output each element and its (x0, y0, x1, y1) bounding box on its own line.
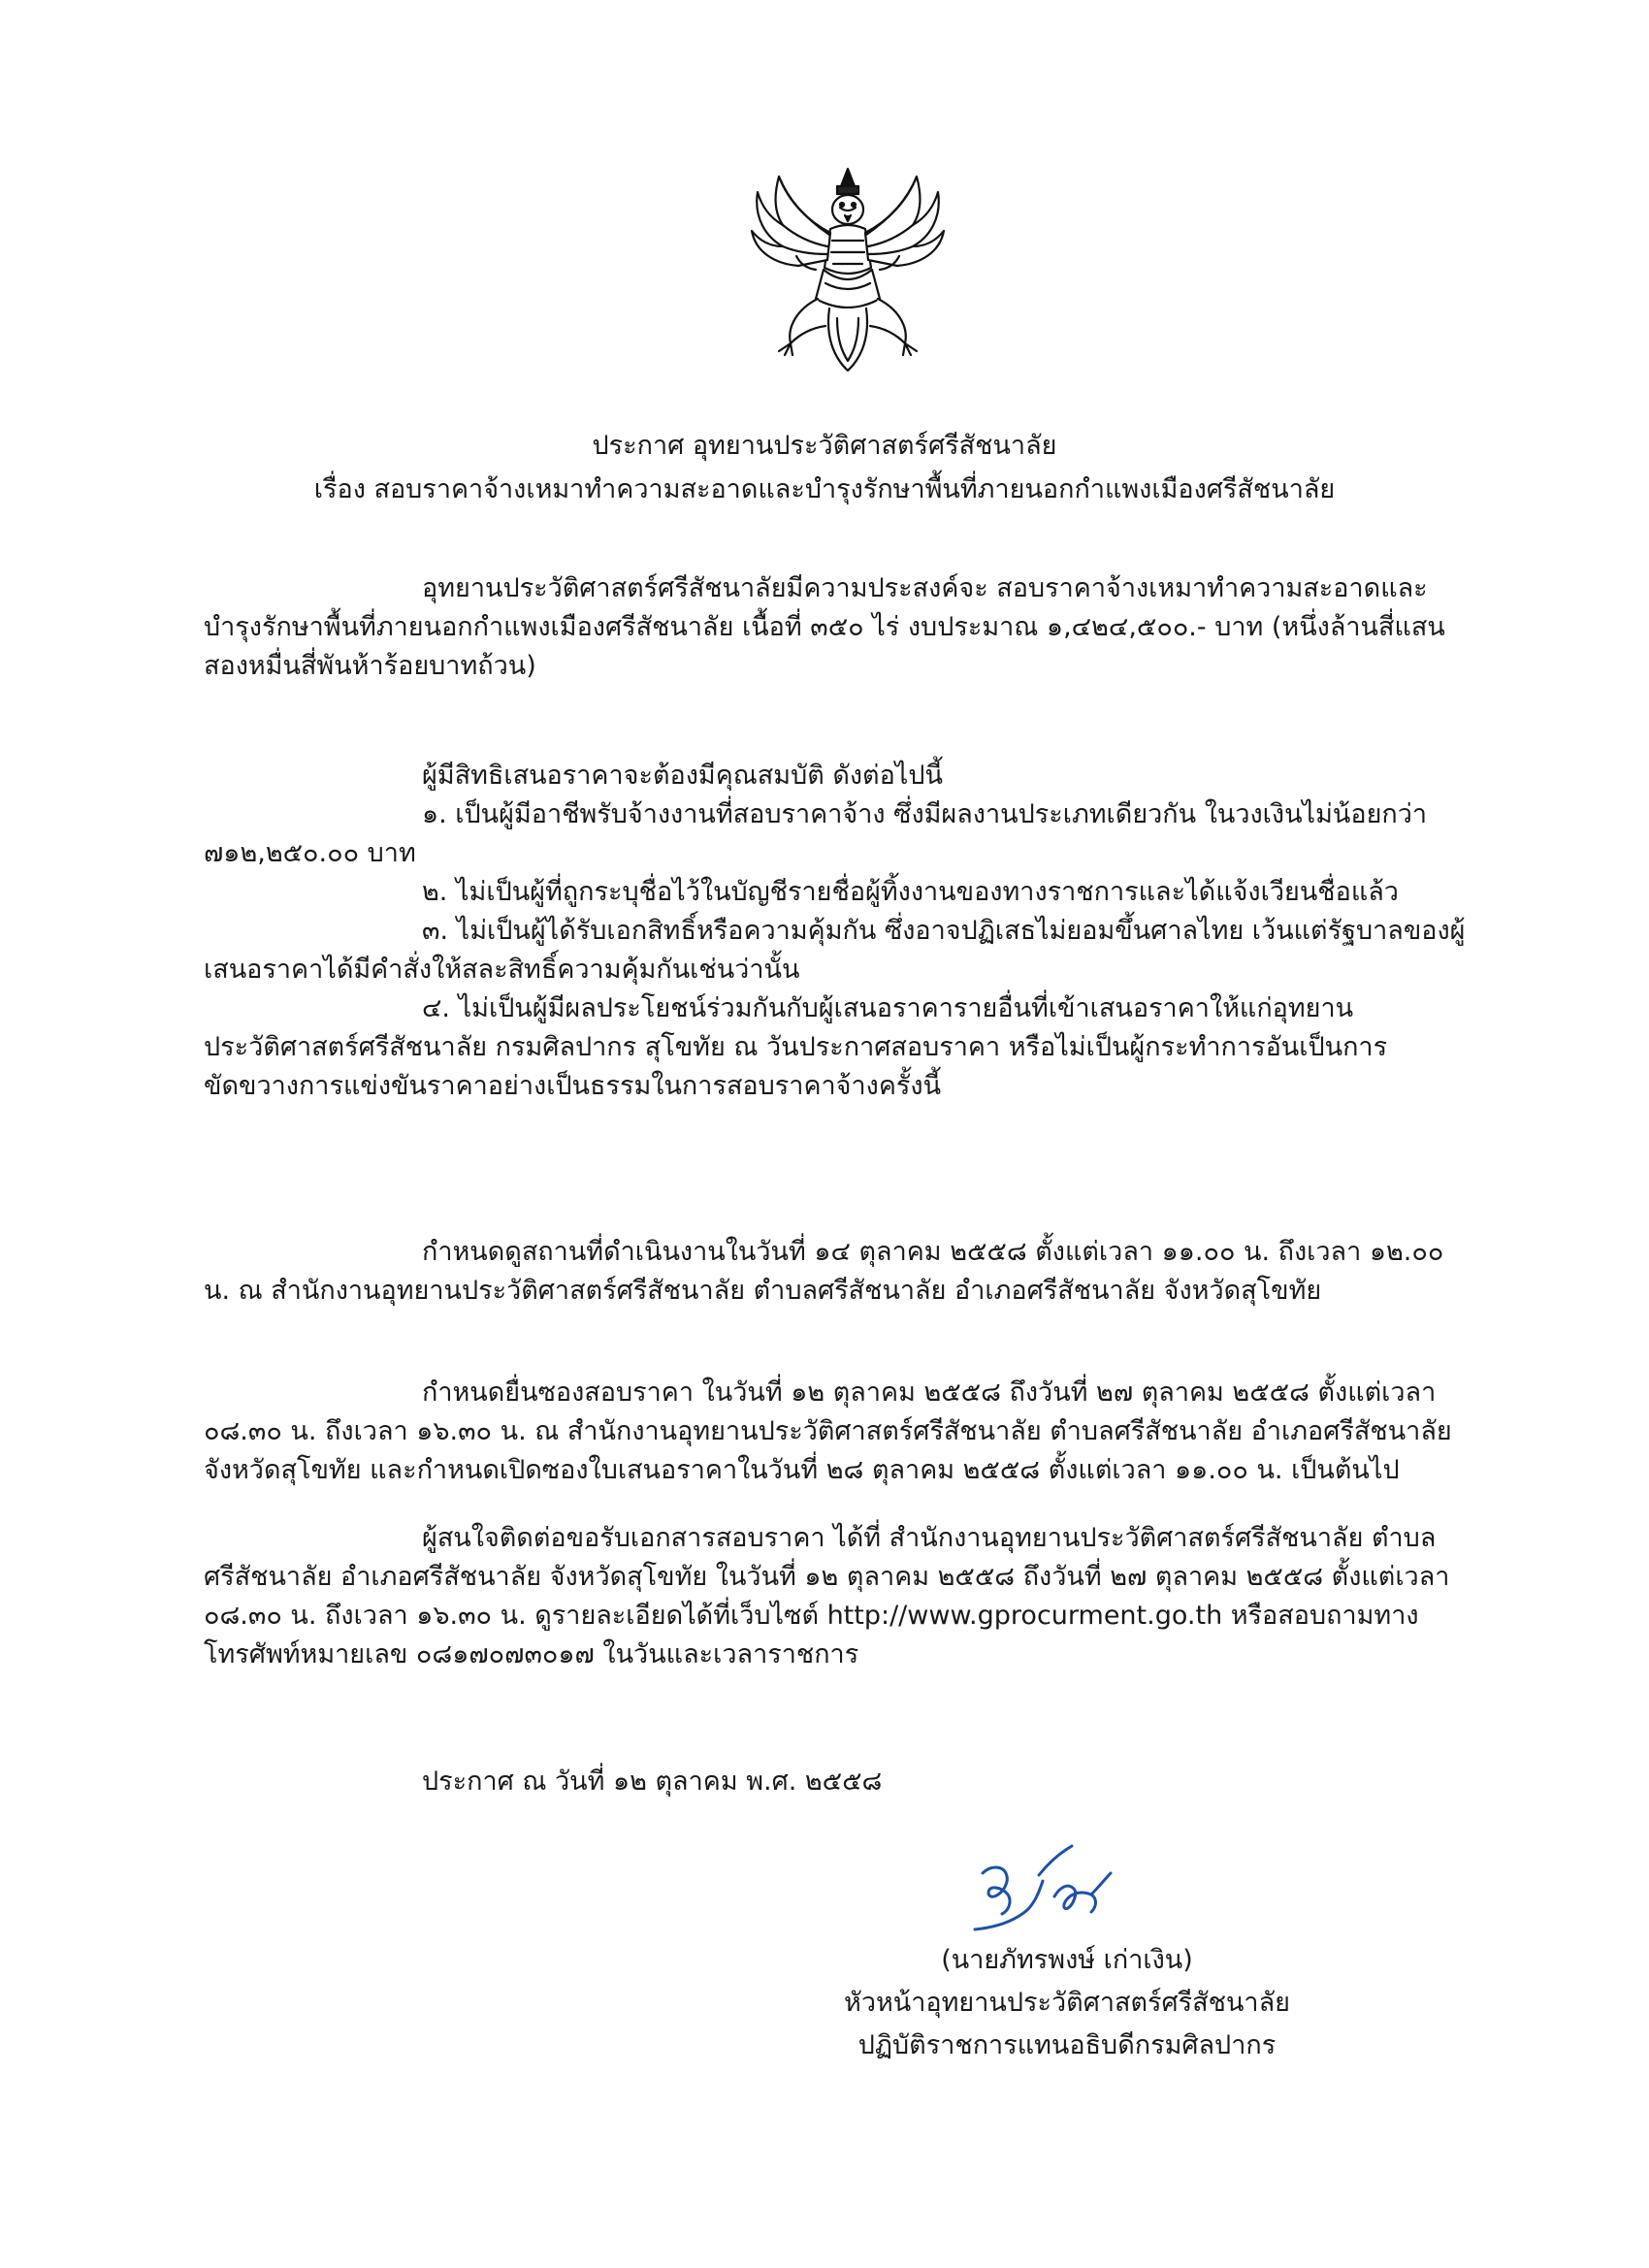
qualifications-section (204, 757, 1474, 1106)
contact-line: โทรศัพท์หมายเลข ๐๘๑๗๐๗๓๐๑๗ ในวันและเวลาราชการ (204, 1639, 859, 1669)
signatory-name: (นายภัทรพงษ์ เก่าเงิน) (941, 1945, 1193, 1975)
site-visit-line: น. ณ สำนักงานอุทยานประวัติศาสตร์ศรีสัชนาลัย ตำบลศรีสัชนาลัย อำเภอศรีสัชนาลัย จังหวัดสุโขทัย (204, 1276, 1322, 1306)
site-visit-line: กำหนดดูสถานที่ดำเนินงานในวันที่ ๑๔ ตุลาคม ๒๕๕๘ ตั้งแต่เวลา ๑๑.๐๐ น. ถึงเวลา ๑๒.๐๐ (422, 1237, 1444, 1267)
signature-block (757, 1939, 1377, 2067)
document-subject: เรื่อง สอบราคาจ้างเหมาทำความสะอาดและบำรุงรักษาพื้นที่ภายนอกกำแพงเมืองศรีสัชนาลัย (313, 474, 1336, 504)
handwritten-signature (946, 1836, 1140, 1943)
contact-line: ศรีสัชนาลัย อำเภอศรีสัชนาลัย จังหวัดสุโขทัย ในวันที่ ๑๒ ตุลาคม ๒๕๕๘ ถึงวันที่ ๒๗ ตุลาคม ๒๕๕๘ ตั้งแต่เวลา (204, 1562, 1450, 1592)
qualification-item-1-cont: ๗๑๒,๒๕๐.๐๐ บาท (204, 838, 416, 868)
submission-line: ๐๘.๓๐ น. ถึงเวลา ๑๖.๓๐ น. ณ สำนักงานอุทยานประวัติศาสตร์ศรีสัชนาลัย ตำบลศรีสัชนาลัย อำเภอศรีสัชนาลัย (204, 1416, 1452, 1446)
announcement-date (204, 1763, 1474, 1801)
submission-paragraph (204, 1374, 1474, 1490)
contact-line: ผู้สนใจติดต่อขอรับเอกสารสอบราคา ได้ที่ สำนักงานอุทยานประวัติศาสตร์ศรีสัชนาลัย ตำบล (422, 1523, 1437, 1553)
qualifications-lead: ผู้มีสิทธิเสนอราคาจะต้องมีคุณสมบัติ ดังต่อไปนี้ (422, 761, 943, 791)
qualification-item-1: ๑. เป็นผู้มีอาชีพรับจ้างงานที่สอบราคาจ้าง ซึ่งมีผลงานประเภทเดียวกัน ในวงเงินไม่น้อยกว่า (422, 799, 1428, 829)
garuda-emblem-icon (740, 163, 955, 378)
intro-paragraph (204, 569, 1474, 686)
qualification-item-3-cont: เสนอราคาได้มีคำสั่งให้สละสิทธิ์ความคุ้มกันเช่นว่านั้น (204, 955, 800, 985)
signatory-position: หัวหน้าอุทยานประวัติศาสตร์ศรีสัชนาลัย (844, 1988, 1290, 2018)
qualification-item-4: ๔. ไม่เป็นผู้มีผลประโยชน์ร่วมกันกับผู้เสนอราคารายอื่นที่เข้าเสนอราคาให้แก่อุทยาน (422, 993, 1354, 1023)
qualification-item-2: ๒. ไม่เป็นผู้ที่ถูกระบุชื่อไว้ในบัญชีรายชื่อผู้ทิ้งงานของทางราชการและได้แจ้งเวียนชื่อแล้ว (422, 877, 1399, 907)
announcement-date-text: ประกาศ ณ วันที่ ๑๒ ตุลาคม พ.ศ. ๒๕๕๘ (422, 1766, 883, 1797)
site-visit-paragraph (204, 1233, 1474, 1311)
submission-line: กำหนดยื่นซองสอบราคา ในวันที่ ๑๒ ตุลาคม ๒๕๕๘ ถึงวันที่ ๒๗ ตุลาคม ๒๕๕๘ ตั้งแต่เวลา (422, 1377, 1437, 1408)
intro-line: บำรุงรักษาพื้นที่ภายนอกกำแพงเมืองศรีสัชนาลัย เนื้อที่ ๓๕๐ ไร่ งบประมาณ ๑,๔๒๔,๕๐๐.- บาท (หนึ่งล้านสี่แสน (204, 612, 1445, 642)
qualification-item-4-cont: ขัดขวางการแข่งขันราคาอย่างเป็นธรรมในการสอบราคาจ้างครั้งนี้ (204, 1071, 942, 1101)
intro-line: อุทยานประวัติศาสตร์ศรีสัชนาลัยมีความประสงค์จะ สอบราคาจ้างเหมาทำความสะอาดและ (422, 573, 1428, 603)
signatory-acting-for: ปฏิบัติราชการแทนอธิบดีกรมศิลปากร (857, 2030, 1277, 2060)
contact-line: ๐๘.๓๐ น. ถึงเวลา ๑๖.๓๐ น. ดูรายละเอียดได้ที่เว็บไซต์ http://www.gprocurment.go.th หรือสอบถามทาง (204, 1601, 1419, 1631)
document-title: ประกาศ อุทยานประวัติศาสตร์ศรีสัชนาลัย (592, 431, 1057, 461)
qualification-item-4-cont: ประวัติศาสตร์ศรีสัชนาลัย กรมศิลปากร สุโขทัย ณ วันประกาศสอบราคา หรือไม่เป็นผู้กระทำการอันเป็นการ (204, 1032, 1388, 1062)
qualification-item-3: ๓. ไม่เป็นผู้ได้รับเอกสิทธิ์หรือความคุ้มกัน ซึ่งอาจปฏิเสธไม่ยอมขึ้นศาลไทย เว้นแต่รัฐบาลของผู้ (422, 916, 1466, 946)
intro-line: สองหมื่นสี่พันห้าร้อยบาทถ้วน) (204, 651, 536, 681)
contact-paragraph (204, 1519, 1474, 1674)
submission-line: จังหวัดสุโขทัย และกำหนดเปิดซองใบเสนอราคาในวันที่ ๒๘ ตุลาคม ๒๕๕๘ ตั้งแต่เวลา ๑๑.๐๐ น. เป็นต้นไป (204, 1455, 1400, 1485)
